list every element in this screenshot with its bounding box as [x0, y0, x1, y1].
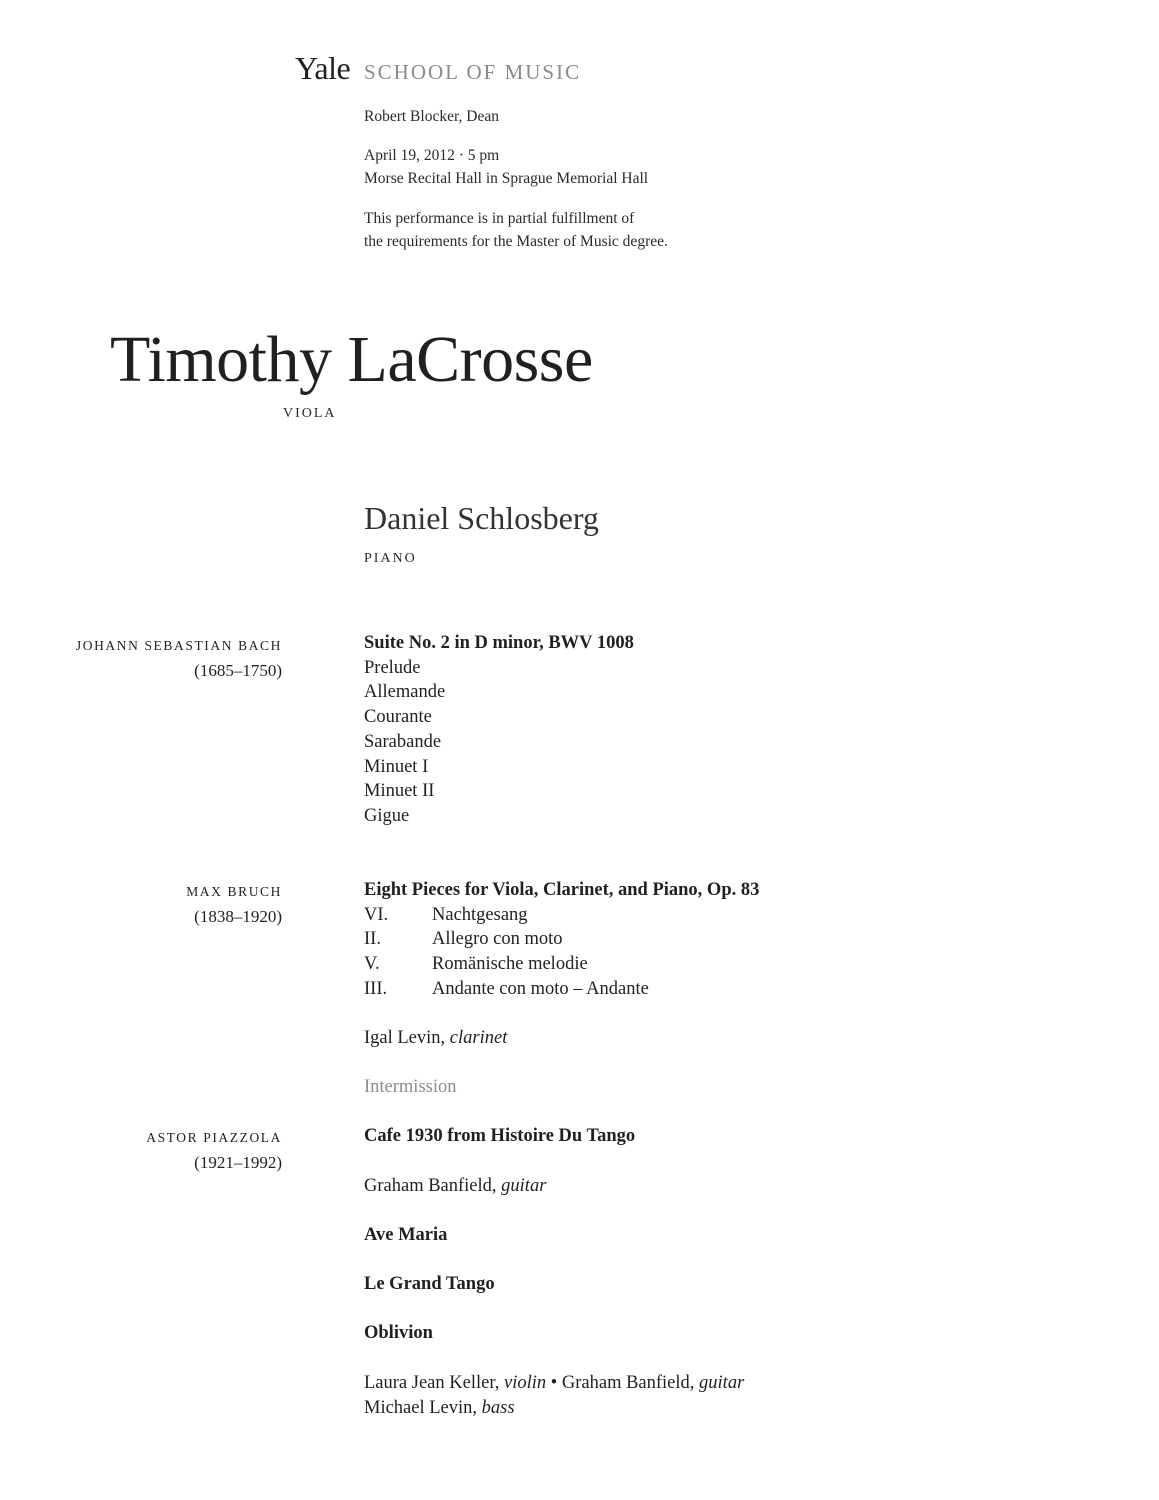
collaborator-name: Daniel Schlosberg [364, 500, 599, 536]
movement: Allemande [364, 682, 446, 703]
movement-name: Romänische melodie [432, 954, 588, 975]
composer-dates: (1838–1920) [194, 907, 282, 926]
intermission: Intermission [364, 1077, 457, 1097]
composer-dates: (1921–1992) [194, 1153, 282, 1172]
work-bruch-eight-pieces [364, 878, 759, 1002]
composer-bruch [186, 879, 282, 929]
composer-dates: (1685–1750) [194, 661, 282, 680]
movement-name: Nachtgesang [432, 904, 528, 925]
performer-name: Timothy LaCrosse [110, 323, 593, 396]
degree-note-line: the requirements for the Master of Music degree. [364, 233, 668, 250]
movement [364, 927, 759, 952]
guest-name: Laura Jean Keller, [364, 1373, 504, 1393]
movement [364, 903, 759, 928]
guest-performer [364, 1026, 507, 1051]
guest-performers-final [364, 1371, 744, 1420]
movement: Sarabande [364, 731, 442, 752]
movement [364, 977, 759, 1002]
guest-instrument: guitar [501, 1176, 547, 1196]
movement: Gigue [364, 805, 410, 826]
guest-name: Graham Banfield, [364, 1176, 502, 1196]
work-title: Le Grand Tango [364, 1274, 495, 1294]
movement-number: VI. [364, 904, 389, 925]
movement-name: Andante con moto – Andante [432, 978, 649, 999]
guest-line [364, 1396, 744, 1421]
bullet-separator: • [546, 1373, 562, 1393]
school-of-music-wordmark: SCHOOL OF MUSIC [364, 60, 582, 84]
composer-name: ASTOR PIAZZOLA [146, 1130, 282, 1145]
venue: Morse Recital Hall in Sprague Memorial Hall [364, 170, 649, 187]
movement: Minuet I [364, 756, 429, 777]
movement-name: Allegro con moto [432, 929, 563, 950]
date-time: April 19, 2012 · 5 pm [364, 147, 500, 164]
work-title: Cafe 1930 from Histoire Du Tango [364, 1126, 636, 1146]
work-bach-suite [364, 631, 634, 829]
degree-note-line: This performance is in partial fulfillment of [364, 210, 635, 227]
guest-line [364, 1371, 744, 1396]
guest-name: Graham Banfield, [561, 1373, 700, 1393]
degree-note [364, 207, 668, 253]
guest-name: Igal Levin, [364, 1028, 450, 1048]
performer-instrument: VIOLA [283, 406, 337, 421]
guest-instrument: violin [504, 1373, 547, 1393]
movement [364, 952, 759, 977]
work-title: Suite No. 2 in D minor, BWV 1008 [364, 633, 634, 653]
collaborator-instrument: PIANO [364, 551, 417, 566]
work-title: Ave Maria [364, 1225, 448, 1245]
work-title: Eight Pieces for Viola, Clarinet, and Piano, Op. 83 [364, 880, 760, 900]
movement-number: V. [364, 954, 380, 975]
movement: Courante [364, 707, 432, 728]
guest-instrument: clarinet [449, 1028, 508, 1048]
movement: Minuet II [364, 781, 435, 802]
event-details [364, 144, 648, 190]
composer-name: MAX BRUCH [186, 884, 282, 899]
composer-piazzola [146, 1125, 282, 1175]
movement-number: II. [364, 929, 381, 950]
guest-name: Michael Levin, [364, 1397, 482, 1418]
dean-line: Robert Blocker, Dean [364, 108, 499, 125]
composer-name: JOHANN SEBASTIAN BACH [75, 638, 282, 653]
movement: Prelude [364, 657, 421, 678]
guest-instrument: guitar [699, 1373, 745, 1393]
guest-instrument: bass [481, 1397, 515, 1418]
work-title: Oblivion [364, 1323, 433, 1343]
guest-performer [364, 1174, 546, 1199]
movement-number: III. [364, 978, 388, 999]
composer-bach [76, 633, 282, 683]
yale-wordmark: Yale [295, 50, 351, 86]
